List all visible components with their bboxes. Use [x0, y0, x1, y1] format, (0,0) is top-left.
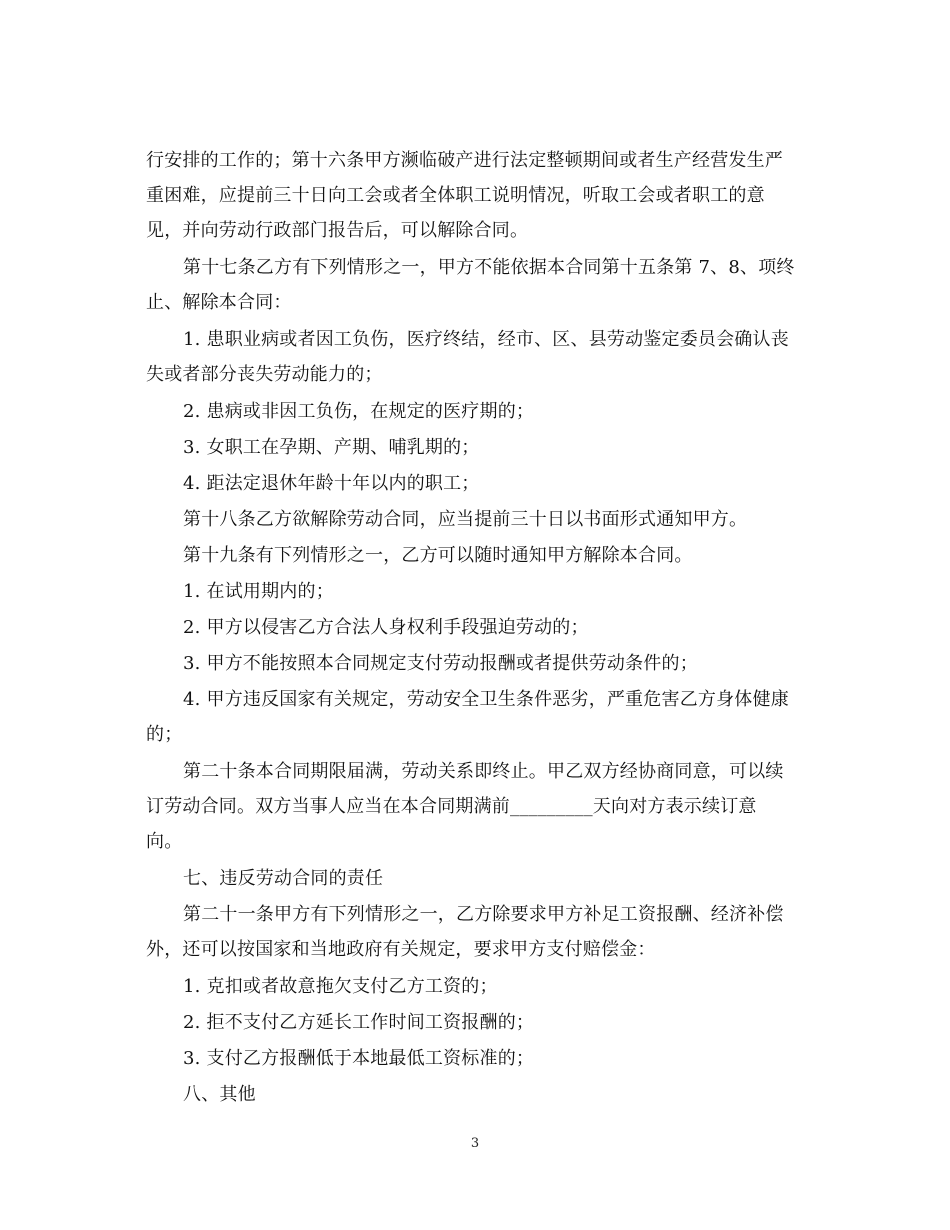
text-line: 1. 克扣或者故意拖欠支付乙方工资的； — [183, 976, 498, 997]
page-number: 3 — [470, 1136, 480, 1151]
text-line: 订劳动合同。双方当事人应当在本合同期满前_________天向对方表示续订意 — [146, 796, 757, 817]
text-line: 4. 甲方违反国家有关规定，劳动安全卫生条件恶劣，严重危害乙方身体健康 — [183, 689, 789, 710]
text-line: 第十九条有下列情形之一，乙方可以随时通知甲方解除本合同。 — [183, 545, 693, 566]
text-line: 3. 支付乙方报酬低于本地最低工资标准的； — [183, 1048, 535, 1069]
text-line: 止、解除本合同： — [146, 292, 292, 313]
text-line: 1. 在试用期内的； — [183, 581, 334, 602]
text-line: 4. 距法定退休年龄十年以内的职工； — [183, 473, 480, 494]
text-line: 重困难，应提前三十日向工会或者全体职工说明情况，听取工会或者职工的意 — [146, 185, 765, 206]
text-line: 2. 拒不支付乙方延长工作时间工资报酬的； — [183, 1012, 535, 1033]
text-line: 的； — [146, 724, 183, 745]
text-line: 向。 — [146, 831, 183, 852]
text-line: 第十七条乙方有下列情形之一，甲方不能依据本合同第十五条第 7、8、项终 — [183, 257, 795, 278]
text-line: 第十八条乙方欲解除劳动合同，应当提前三十日以书面形式通知甲方。 — [183, 509, 748, 530]
text-line: 第二十一条甲方有下列情形之一，乙方除要求甲方补足工资报酬、经济补偿 — [183, 904, 784, 925]
text-line: 2. 患病或非因工负伤，在规定的医疗期的； — [183, 401, 535, 422]
text-line: 3. 女职工在孕期、产期、哺乳期的； — [183, 437, 480, 458]
section-heading: 七、违反劳动合同的责任 — [183, 868, 384, 889]
text-line: 3. 甲方不能按照本合同规定支付劳动报酬或者提供劳动条件的； — [183, 653, 698, 674]
text-line: 2. 甲方以侵害乙方合法人身权利手段强迫劳动的； — [183, 617, 589, 638]
text-line: 1. 患职业病或者因工负伤，医疗终结，经市、区、县劳动鉴定委员会确认丧 — [183, 329, 789, 350]
text-line: 失或者部分丧失劳动能力的； — [146, 364, 383, 385]
text-line: 行安排的工作的；第十六条甲方濒临破产进行法定整顿期间或者生产经营发生严 — [146, 150, 783, 171]
text-line: 第二十条本合同期限届满，劳动关系即终止。甲乙双方经协商同意，可以续 — [183, 761, 784, 782]
text-line: 见，并向劳动行政部门报告后，可以解除合同。 — [146, 220, 529, 241]
section-heading: 八、其他 — [183, 1084, 256, 1105]
text-line: 外，还可以按国家和当地政府有关规定，要求甲方支付赔偿金： — [146, 939, 656, 960]
